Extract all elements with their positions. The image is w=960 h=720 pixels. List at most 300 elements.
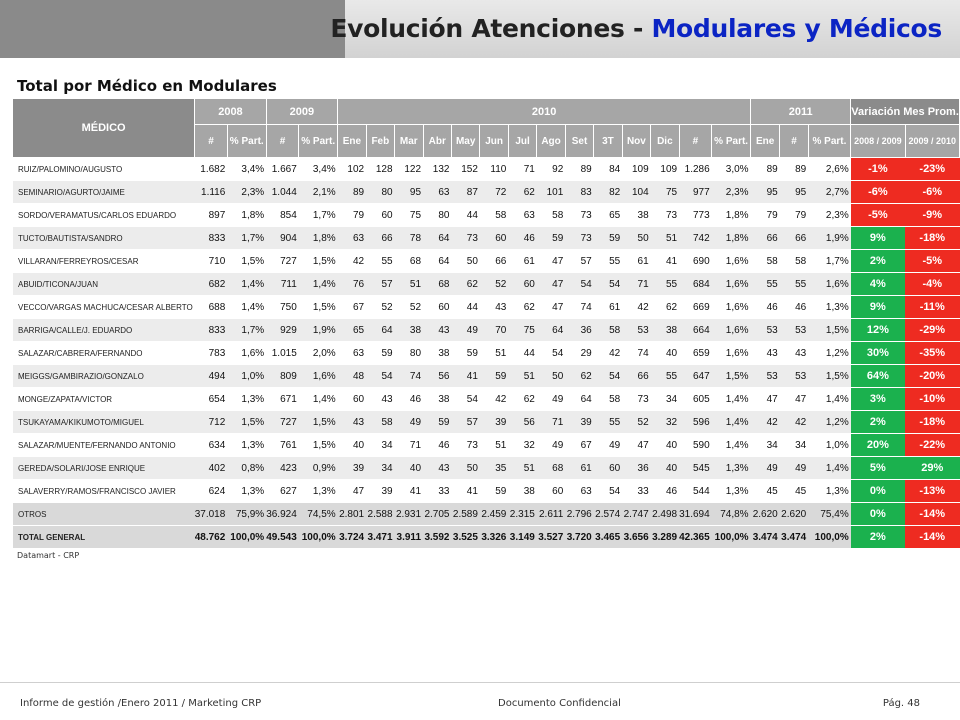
table-row — [13, 319, 960, 342]
variation-2008-2009-cell: 0% — [851, 480, 905, 503]
value-cell: 74 — [395, 365, 423, 388]
value-cell: 45 — [780, 480, 808, 503]
value-cell: 49 — [537, 388, 565, 411]
medico-name-cell: SALAZAR/MUENTE/FERNANDO ANTONIO — [13, 434, 195, 457]
column-header: Dic — [651, 125, 679, 158]
value-cell: 63 — [508, 204, 536, 227]
value-cell: 89 — [565, 158, 593, 181]
value-cell: 688 — [195, 296, 228, 319]
value-cell: 1,5% — [808, 319, 851, 342]
value-cell: 54 — [594, 365, 622, 388]
table-body — [13, 158, 960, 549]
year-header-2010: 2010 — [338, 99, 751, 125]
variacion-header: Variación Mes Prom. — [851, 99, 960, 125]
column-header: Set — [565, 125, 593, 158]
variation-2009-2010-cell: -6% — [905, 181, 959, 204]
variation-2008-2009-cell: -6% — [851, 181, 905, 204]
value-cell: 64 — [423, 250, 451, 273]
value-cell: 41 — [451, 365, 479, 388]
value-cell: 53 — [751, 319, 780, 342]
value-cell: 647 — [679, 365, 712, 388]
value-cell: 36 — [622, 457, 650, 480]
value-cell: 63 — [338, 342, 366, 365]
value-cell: 2.747 — [622, 503, 650, 526]
value-cell: 423 — [266, 457, 299, 480]
value-cell: 3.724 — [338, 526, 366, 549]
medico-name-cell: BARRIGA/CALLE/J. EDUARDO — [13, 319, 195, 342]
variation-2008-2009-cell: 20% — [851, 434, 905, 457]
value-cell: 39 — [565, 411, 593, 434]
value-cell: 66 — [480, 250, 508, 273]
value-cell: 773 — [679, 204, 712, 227]
value-cell: 80 — [423, 204, 451, 227]
value-cell: 742 — [679, 227, 712, 250]
column-header: % Part. — [808, 125, 851, 158]
variation-2009-2010-cell: -22% — [905, 434, 959, 457]
value-cell: 50 — [537, 365, 565, 388]
value-cell: 46 — [508, 227, 536, 250]
variation-2009-2010-cell: -29% — [905, 319, 959, 342]
column-header: 3T — [594, 125, 622, 158]
value-cell: 3.326 — [480, 526, 508, 549]
value-cell: 43 — [751, 342, 780, 365]
value-cell: 783 — [195, 342, 228, 365]
value-cell: 42 — [751, 411, 780, 434]
value-cell: 47 — [537, 296, 565, 319]
value-cell: 57 — [366, 273, 394, 296]
value-cell: 109 — [622, 158, 650, 181]
value-cell: 41 — [395, 480, 423, 503]
value-cell: 46 — [780, 296, 808, 319]
column-header: % Part. — [299, 125, 338, 158]
value-cell: 40 — [338, 434, 366, 457]
value-cell: 1.044 — [266, 181, 299, 204]
value-cell: 1,4% — [712, 434, 751, 457]
value-cell: 43 — [480, 296, 508, 319]
value-cell: 727 — [266, 250, 299, 273]
value-cell: 545 — [679, 457, 712, 480]
value-cell: 544 — [679, 480, 712, 503]
value-cell: 46 — [651, 480, 679, 503]
value-cell: 2.796 — [565, 503, 593, 526]
value-cell: 1,3% — [808, 296, 851, 319]
value-cell: 45 — [751, 480, 780, 503]
value-cell: 56 — [423, 365, 451, 388]
variation-2008-2009-cell: 2% — [851, 526, 905, 549]
column-header: # — [780, 125, 808, 158]
column-header: Feb — [366, 125, 394, 158]
value-cell: 39 — [338, 457, 366, 480]
value-cell: 66 — [780, 227, 808, 250]
value-cell: 1,6% — [712, 296, 751, 319]
variation-2009-2010-cell: -35% — [905, 342, 959, 365]
value-cell: 62 — [508, 388, 536, 411]
value-cell: 79 — [751, 204, 780, 227]
value-cell: 132 — [423, 158, 451, 181]
value-cell: 1,7% — [299, 204, 338, 227]
variation-2008-2009-cell: 2% — [851, 250, 905, 273]
value-cell: 73 — [622, 388, 650, 411]
value-cell: 71 — [395, 434, 423, 457]
value-cell: 669 — [679, 296, 712, 319]
value-cell: 62 — [565, 365, 593, 388]
value-cell: 3.525 — [451, 526, 479, 549]
value-cell: 3.474 — [780, 526, 808, 549]
variation-2009-2010-cell: -23% — [905, 158, 959, 181]
value-cell: 82 — [594, 181, 622, 204]
value-cell: 67 — [338, 296, 366, 319]
value-cell: 55 — [366, 250, 394, 273]
value-cell: 61 — [508, 250, 536, 273]
value-cell: 32 — [651, 411, 679, 434]
value-cell: 2,0% — [299, 342, 338, 365]
value-cell: 64 — [537, 319, 565, 342]
value-cell: 1,5% — [299, 296, 338, 319]
value-cell: 75 — [508, 319, 536, 342]
value-cell: 50 — [622, 227, 650, 250]
value-cell: 67 — [565, 434, 593, 457]
value-cell: 41 — [651, 250, 679, 273]
value-cell: 36.924 — [266, 503, 299, 526]
value-cell: 95 — [780, 181, 808, 204]
value-cell: 122 — [395, 158, 423, 181]
value-cell: 49 — [780, 457, 808, 480]
value-cell: 38 — [651, 319, 679, 342]
variation-2009-2010-cell: -14% — [905, 503, 959, 526]
value-cell: 55 — [594, 250, 622, 273]
value-cell: 3,4% — [299, 158, 338, 181]
value-cell: 59 — [480, 480, 508, 503]
variation-2009-2010-cell: -10% — [905, 388, 959, 411]
value-cell: 42.365 — [679, 526, 712, 549]
variation-2009-2010-cell: -11% — [905, 296, 959, 319]
value-cell: 1,4% — [299, 388, 338, 411]
value-cell: 605 — [679, 388, 712, 411]
value-cell: 46 — [423, 434, 451, 457]
value-cell: 833 — [195, 227, 228, 250]
value-cell: 1,5% — [808, 365, 851, 388]
table-row — [13, 457, 960, 480]
value-cell: 78 — [395, 227, 423, 250]
value-cell: 47 — [751, 388, 780, 411]
value-cell: 40 — [651, 434, 679, 457]
value-cell: 51 — [480, 342, 508, 365]
value-cell: 42 — [480, 388, 508, 411]
medico-name-cell: MONGE/ZAPATA/VICTOR — [13, 388, 195, 411]
value-cell: 1,7% — [227, 319, 266, 342]
value-cell: 1,9% — [808, 227, 851, 250]
value-cell: 664 — [679, 319, 712, 342]
table-row — [13, 342, 960, 365]
value-cell: 59 — [366, 342, 394, 365]
medico-name-cell: TSUKAYAMA/KIKUMOTO/MIGUEL — [13, 411, 195, 434]
value-cell: 1,2% — [808, 411, 851, 434]
value-cell: 38 — [423, 342, 451, 365]
value-cell: 50 — [451, 250, 479, 273]
value-cell: 73 — [565, 227, 593, 250]
value-cell: 682 — [195, 273, 228, 296]
value-cell: 48 — [338, 365, 366, 388]
value-cell: 60 — [480, 227, 508, 250]
value-cell: 710 — [195, 250, 228, 273]
value-cell: 100,0% — [299, 526, 338, 549]
value-cell: 100,0% — [712, 526, 751, 549]
value-cell: 49 — [451, 319, 479, 342]
value-cell: 57 — [451, 411, 479, 434]
value-cell: 56 — [508, 411, 536, 434]
value-cell: 128 — [366, 158, 394, 181]
value-cell: 590 — [679, 434, 712, 457]
value-cell: 904 — [266, 227, 299, 250]
value-cell: 89 — [780, 158, 808, 181]
value-cell: 109 — [651, 158, 679, 181]
table-row — [13, 158, 960, 181]
column-header: % Part. — [227, 125, 266, 158]
value-cell: 1,5% — [227, 250, 266, 273]
value-cell: 402 — [195, 457, 228, 480]
value-cell: 2.459 — [480, 503, 508, 526]
value-cell: 1,4% — [227, 296, 266, 319]
value-cell: 71 — [622, 273, 650, 296]
value-cell: 79 — [780, 204, 808, 227]
value-cell: 47 — [537, 273, 565, 296]
value-cell: 38 — [395, 319, 423, 342]
value-cell: 47 — [622, 434, 650, 457]
value-cell: 1,6% — [227, 342, 266, 365]
value-cell: 34 — [366, 457, 394, 480]
value-cell: 72 — [480, 181, 508, 204]
value-cell: 52 — [366, 296, 394, 319]
value-cell: 1,5% — [712, 365, 751, 388]
value-cell: 51 — [508, 365, 536, 388]
page-title-main: Evolución Atenciones - — [330, 14, 652, 43]
value-cell: 53 — [780, 319, 808, 342]
value-cell: 58 — [594, 388, 622, 411]
value-cell: 2.620 — [780, 503, 808, 526]
value-cell: 42 — [622, 296, 650, 319]
value-cell: 897 — [195, 204, 228, 227]
value-cell: 68 — [423, 273, 451, 296]
value-cell: 61 — [565, 457, 593, 480]
value-cell: 79 — [338, 204, 366, 227]
column-header: Ago — [537, 125, 565, 158]
value-cell: 53 — [622, 319, 650, 342]
column-header: 2009 / 2010 — [905, 125, 959, 158]
value-cell: 1,0% — [808, 434, 851, 457]
value-cell: 654 — [195, 388, 228, 411]
value-cell: 63 — [338, 227, 366, 250]
value-cell: 1,5% — [299, 411, 338, 434]
value-cell: 2.705 — [423, 503, 451, 526]
value-cell: 59 — [451, 342, 479, 365]
value-cell: 1,3% — [227, 388, 266, 411]
table-row — [13, 227, 960, 250]
column-header: Jul — [508, 125, 536, 158]
value-cell: 2,6% — [808, 158, 851, 181]
variation-2009-2010-cell: -18% — [905, 411, 959, 434]
table-row — [13, 204, 960, 227]
value-cell: 34 — [651, 388, 679, 411]
value-cell: 60 — [508, 273, 536, 296]
variation-2008-2009-cell: -5% — [851, 204, 905, 227]
medico-name-cell: VECCO/VARGAS MACHUCA/CESAR ALBERTO — [13, 296, 195, 319]
value-cell: 54 — [594, 480, 622, 503]
value-cell: 92 — [537, 158, 565, 181]
value-cell: 44 — [451, 296, 479, 319]
value-cell: 55 — [651, 273, 679, 296]
value-cell: 3.289 — [651, 526, 679, 549]
value-cell: 2.589 — [451, 503, 479, 526]
value-cell: 54 — [451, 388, 479, 411]
value-cell: 58 — [366, 411, 394, 434]
value-cell: 59 — [537, 227, 565, 250]
value-cell: 750 — [266, 296, 299, 319]
value-cell: 49 — [751, 457, 780, 480]
footer-confidential: Documento Confidencial — [498, 698, 621, 709]
value-cell: 37.018 — [195, 503, 228, 526]
value-cell: 62 — [508, 296, 536, 319]
value-cell: 66 — [751, 227, 780, 250]
value-cell: 66 — [366, 227, 394, 250]
value-cell: 51 — [651, 227, 679, 250]
value-cell: 65 — [338, 319, 366, 342]
table-row — [13, 181, 960, 204]
value-cell: 624 — [195, 480, 228, 503]
value-cell: 40 — [395, 457, 423, 480]
value-cell: 1,5% — [227, 411, 266, 434]
value-cell: 59 — [480, 365, 508, 388]
variation-2009-2010-cell: -13% — [905, 480, 959, 503]
table-row — [13, 526, 960, 549]
variation-2008-2009-cell: 64% — [851, 365, 905, 388]
value-cell: 1,7% — [808, 250, 851, 273]
value-cell: 60 — [423, 296, 451, 319]
footer-page-number: Pág. 48 — [882, 698, 920, 709]
value-cell: 53 — [751, 365, 780, 388]
value-cell: 73 — [451, 434, 479, 457]
value-cell: 63 — [423, 181, 451, 204]
value-cell: 51 — [395, 273, 423, 296]
value-cell: 49 — [594, 434, 622, 457]
value-cell: 596 — [679, 411, 712, 434]
value-cell: 2.801 — [338, 503, 366, 526]
value-cell: 43 — [423, 319, 451, 342]
value-cell: 110 — [480, 158, 508, 181]
value-cell: 40 — [651, 342, 679, 365]
table-row — [13, 434, 960, 457]
medico-name-cell: MEIGGS/GAMBIRAZIO/GONZALO — [13, 365, 195, 388]
table-subtitle: Total por Médico en Modulares — [17, 77, 277, 95]
value-cell: 2,3% — [227, 181, 266, 204]
value-cell: 1.116 — [195, 181, 228, 204]
value-cell: 44 — [508, 342, 536, 365]
value-cell: 53 — [780, 365, 808, 388]
value-cell: 690 — [679, 250, 712, 273]
value-cell: 71 — [508, 158, 536, 181]
value-cell: 33 — [423, 480, 451, 503]
value-cell: 3.656 — [622, 526, 650, 549]
value-cell: 62 — [508, 181, 536, 204]
value-cell: 1,4% — [712, 411, 751, 434]
value-cell: 43 — [423, 457, 451, 480]
value-cell: 60 — [537, 480, 565, 503]
medico-header: MÉDICO — [13, 99, 195, 158]
value-cell: 34 — [780, 434, 808, 457]
column-header: # — [679, 125, 712, 158]
value-cell: 1,4% — [808, 457, 851, 480]
value-cell: 38 — [622, 204, 650, 227]
value-cell: 84 — [594, 158, 622, 181]
year-header-2011: 2011 — [751, 99, 851, 125]
column-header: % Part. — [712, 125, 751, 158]
value-cell: 74,5% — [299, 503, 338, 526]
value-cell: 41 — [451, 480, 479, 503]
medico-name-cell: RUIZ/PALOMINO/AUGUSTO — [13, 158, 195, 181]
value-cell: 55 — [780, 273, 808, 296]
value-cell: 2,3% — [808, 204, 851, 227]
column-header: Nov — [622, 125, 650, 158]
value-cell: 2.574 — [594, 503, 622, 526]
value-cell: 47 — [537, 250, 565, 273]
variation-2009-2010-cell: -18% — [905, 227, 959, 250]
value-cell: 54 — [537, 342, 565, 365]
value-cell: 3.720 — [565, 526, 593, 549]
column-header: # — [266, 125, 299, 158]
variation-2009-2010-cell: -14% — [905, 526, 959, 549]
value-cell: 75 — [651, 181, 679, 204]
value-cell: 627 — [266, 480, 299, 503]
page-title-highlight: Modulares y Médicos — [651, 14, 942, 43]
value-cell: 1,4% — [227, 273, 266, 296]
value-cell: 49.543 — [266, 526, 299, 549]
value-cell: 42 — [338, 250, 366, 273]
value-cell: 1,5% — [299, 250, 338, 273]
value-cell: 1,3% — [712, 480, 751, 503]
value-cell: 76 — [338, 273, 366, 296]
value-cell: 1,3% — [712, 457, 751, 480]
value-cell: 3,0% — [712, 158, 751, 181]
value-cell: 1.286 — [679, 158, 712, 181]
value-cell: 711 — [266, 273, 299, 296]
value-cell: 3.149 — [508, 526, 536, 549]
value-cell: 51 — [508, 457, 536, 480]
variation-2008-2009-cell: 0% — [851, 503, 905, 526]
value-cell: 60 — [366, 204, 394, 227]
value-cell: 73 — [565, 204, 593, 227]
medico-name-cell: GEREDA/SOLARI/JOSE ENRIQUE — [13, 457, 195, 480]
value-cell: 152 — [451, 158, 479, 181]
value-cell: 68 — [395, 250, 423, 273]
value-cell: 49 — [537, 434, 565, 457]
value-cell: 49 — [395, 411, 423, 434]
variation-2008-2009-cell: 9% — [851, 227, 905, 250]
value-cell: 63 — [565, 480, 593, 503]
value-cell: 50 — [451, 457, 479, 480]
variation-2009-2010-cell: -5% — [905, 250, 959, 273]
value-cell: 0,8% — [227, 457, 266, 480]
year-header-row — [13, 99, 960, 125]
value-cell: 43 — [780, 342, 808, 365]
value-cell: 1,3% — [227, 434, 266, 457]
medico-name-cell: OTROS — [13, 503, 195, 526]
value-cell: 1,6% — [712, 342, 751, 365]
value-cell: 2.620 — [751, 503, 780, 526]
value-cell: 2.588 — [366, 503, 394, 526]
value-cell: 61 — [594, 296, 622, 319]
value-cell: 89 — [751, 158, 780, 181]
value-cell: 95 — [395, 181, 423, 204]
value-cell: 48.762 — [195, 526, 228, 549]
